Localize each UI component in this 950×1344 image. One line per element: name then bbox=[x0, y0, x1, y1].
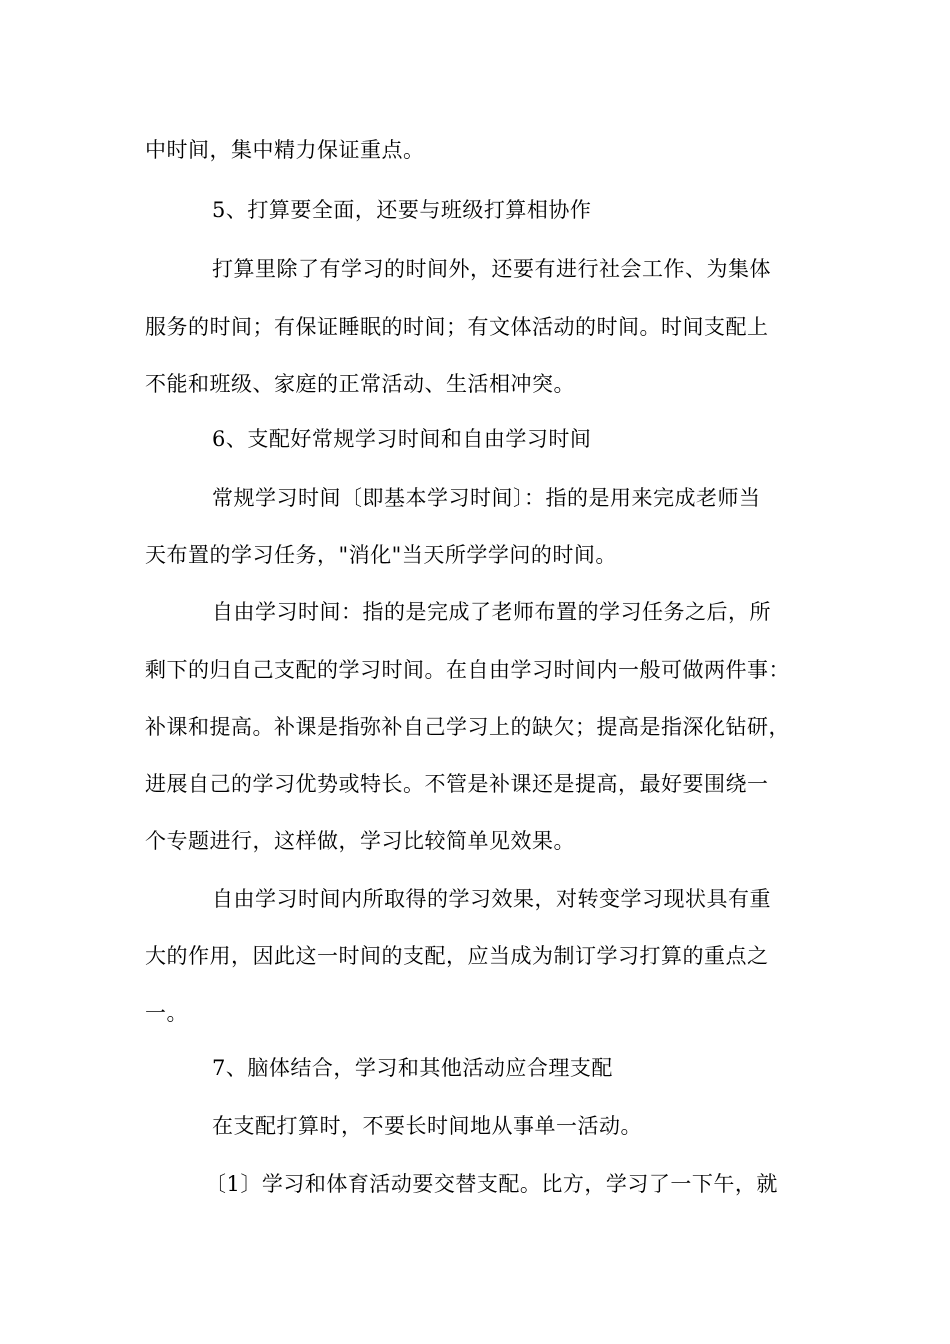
text-line: 在支配打算时，不要长时间地从事单一活动。 bbox=[212, 1114, 642, 1138]
text-line: 剩下的归自己支配的学习时间。在自由学习时间内一般可做两件事： bbox=[145, 658, 790, 682]
text-line: 〔1〕学习和体育活动要交替支配。比方，学习了一下午，就 bbox=[205, 1172, 778, 1196]
text-line: 大的作用，因此这一时间的支配，应当成为制订学习打算的重点之 bbox=[145, 944, 769, 968]
text-line: 自由学习时间：指的是完成了老师布置的学习任务之后，所 bbox=[212, 600, 771, 624]
text-line: 服务的时间；有保证睡眠的时间；有文体活动的时间。时间支配上 bbox=[145, 315, 769, 339]
text-line: 天布置的学习任务，"消化"当天所学学问的时间。 bbox=[145, 543, 617, 567]
text-line: 进展自己的学习优势或特长。不管是补课还是提高，最好要围绕一 bbox=[145, 772, 769, 796]
text-line: 中时间，集中精力保证重点。 bbox=[145, 138, 425, 162]
text-line: 补课和提高。补课是指弥补自己学习上的缺欠；提高是指深化钻研， bbox=[145, 715, 790, 739]
text-line: 常规学习时间〔即基本学习时间〕：指的是用来完成老师当 bbox=[212, 486, 761, 510]
text-line: 打算里除了有学习的时间外，还要有进行社会工作、为集体 bbox=[212, 257, 771, 281]
section-heading-7: 7、脑体结合，学习和其他活动应合理支配 bbox=[212, 1056, 613, 1080]
text-line: 一。 bbox=[145, 1001, 188, 1025]
text-line: 个专题进行，这样做，学习比较简单见效果。 bbox=[145, 829, 575, 853]
section-heading-6: 6、支配好常规学习时间和自由学习时间 bbox=[212, 427, 592, 451]
section-heading-5: 5、打算要全面，还要与班级打算相协作 bbox=[212, 198, 592, 222]
text-line: 自由学习时间内所取得的学习效果，对转变学习现状具有重 bbox=[212, 887, 771, 911]
text-line: 不能和班级、家庭的正常活动、生活相冲突。 bbox=[145, 372, 575, 396]
